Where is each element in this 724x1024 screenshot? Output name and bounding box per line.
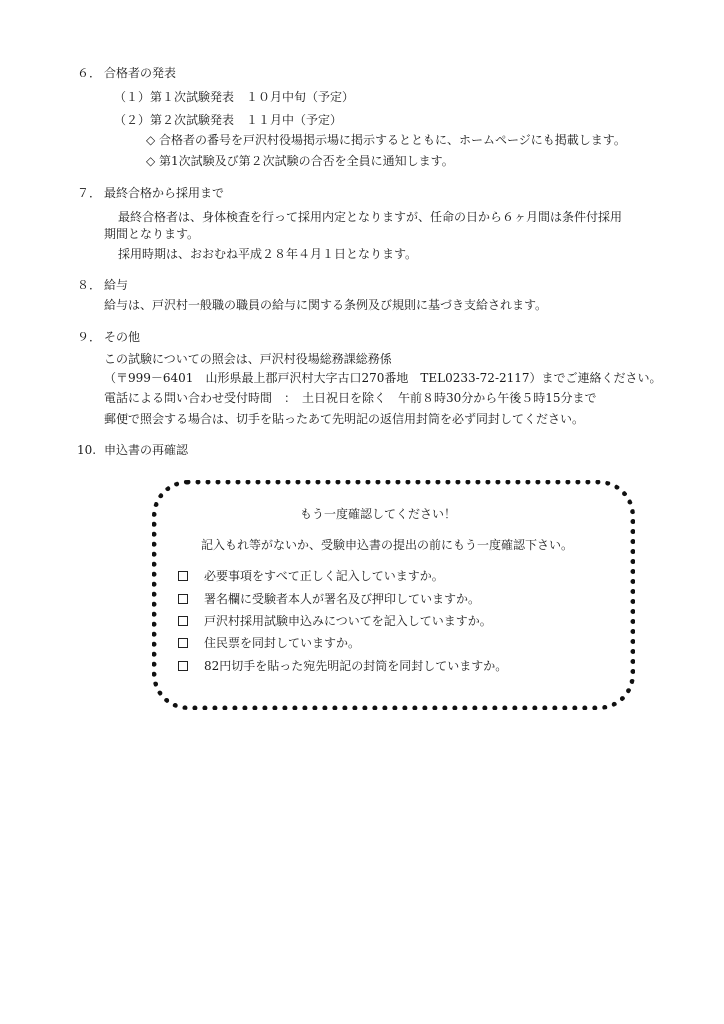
section-6-item-1: （１）第１次試験発表 １０月中旬（予定） xyxy=(114,90,355,104)
reminder-heading: もう一度確認してください！ xyxy=(300,507,457,521)
checklist-item-label: 署名欄に受験者本人が署名及び押印していますか。 xyxy=(204,592,481,606)
section-6-number: ６． xyxy=(77,66,102,80)
section-9-line-1: この試験についての照会は、戸沢村役場総務課総務係 xyxy=(104,352,392,366)
section-7-title: 最終合格から採用まで xyxy=(104,186,225,200)
section-9-line-2: （〒999－6401 山形県最上郡戸沢村大字古口270番地 TEL0233-72-2117）までご連絡ください。 xyxy=(104,371,662,385)
checkbox-icon xyxy=(178,571,188,581)
section-7-paragraph-2: 採用時期は、おおむね平成２８年４月１日となります。 xyxy=(118,247,418,261)
section-9-number: ９． xyxy=(77,330,102,344)
checkbox-icon xyxy=(178,594,188,604)
section-10-number: 10. xyxy=(77,443,97,457)
checklist-item xyxy=(178,614,492,628)
section-9-line-4: 郵便で照会する場合は、切手を貼ったあて先明記の返信用封筒を必ず同封してください。 xyxy=(104,412,585,426)
checklist-item xyxy=(178,659,507,673)
checklist-item xyxy=(178,636,360,650)
section-6-note-2: ◇ 第1次試験及び第２次試験の合否を全員に通知します。 xyxy=(146,154,454,168)
section-7-paragraph-1-line-1: 最終合格者は、身体検査を行って採用内定となりますが、任命の日から６ヶ月間は条件付採用 xyxy=(118,210,623,224)
checklist-item xyxy=(178,569,444,583)
section-6-item-2: （２）第２次試験発表 １１月中（予定） xyxy=(114,113,343,127)
section-8-paragraph: 給与は、戸沢村一般職の職員の給与に関する条例及び規則に基づき支給されます。 xyxy=(104,298,548,312)
section-6-title: 合格者の発表 xyxy=(104,66,177,80)
checklist-item-label: 住民票を同封していますか。 xyxy=(204,636,361,650)
section-7-number: ７． xyxy=(77,186,102,200)
section-6-note-1: ◇ 合格者の番号を戸沢村役場掲示場に掲示するとともに、ホームページにも掲載します。 xyxy=(146,133,626,147)
checkbox-icon xyxy=(178,638,188,648)
checkbox-icon xyxy=(178,616,188,626)
checklist-item-label: 必要事項をすべて正しく記入していますか。 xyxy=(204,569,444,583)
section-7-paragraph-1-line-2: 期間となります。 xyxy=(104,227,200,241)
section-10-title: 申込書の再確認 xyxy=(104,443,189,457)
reminder-intro: 記入もれ等がないか、受験申込書の提出の前にもう一度確認下さい。 xyxy=(201,538,574,552)
section-9-line-3: 電話による問い合わせ受付時間 ： 土日祝日を除く 午前８時30分から午後５時15分まで xyxy=(104,391,597,405)
checklist-item-label: 82円切手を貼った宛先明記の封筒を同封していますか。 xyxy=(204,659,508,673)
checklist-item xyxy=(178,592,480,606)
section-8-number: ８． xyxy=(77,278,102,292)
checklist-item-label: 戸沢村採用試験申込みについてを記入していますか。 xyxy=(204,614,492,628)
section-8-title: 給与 xyxy=(104,278,129,292)
section-9-title: その他 xyxy=(104,330,141,344)
checkbox-icon xyxy=(178,661,188,671)
